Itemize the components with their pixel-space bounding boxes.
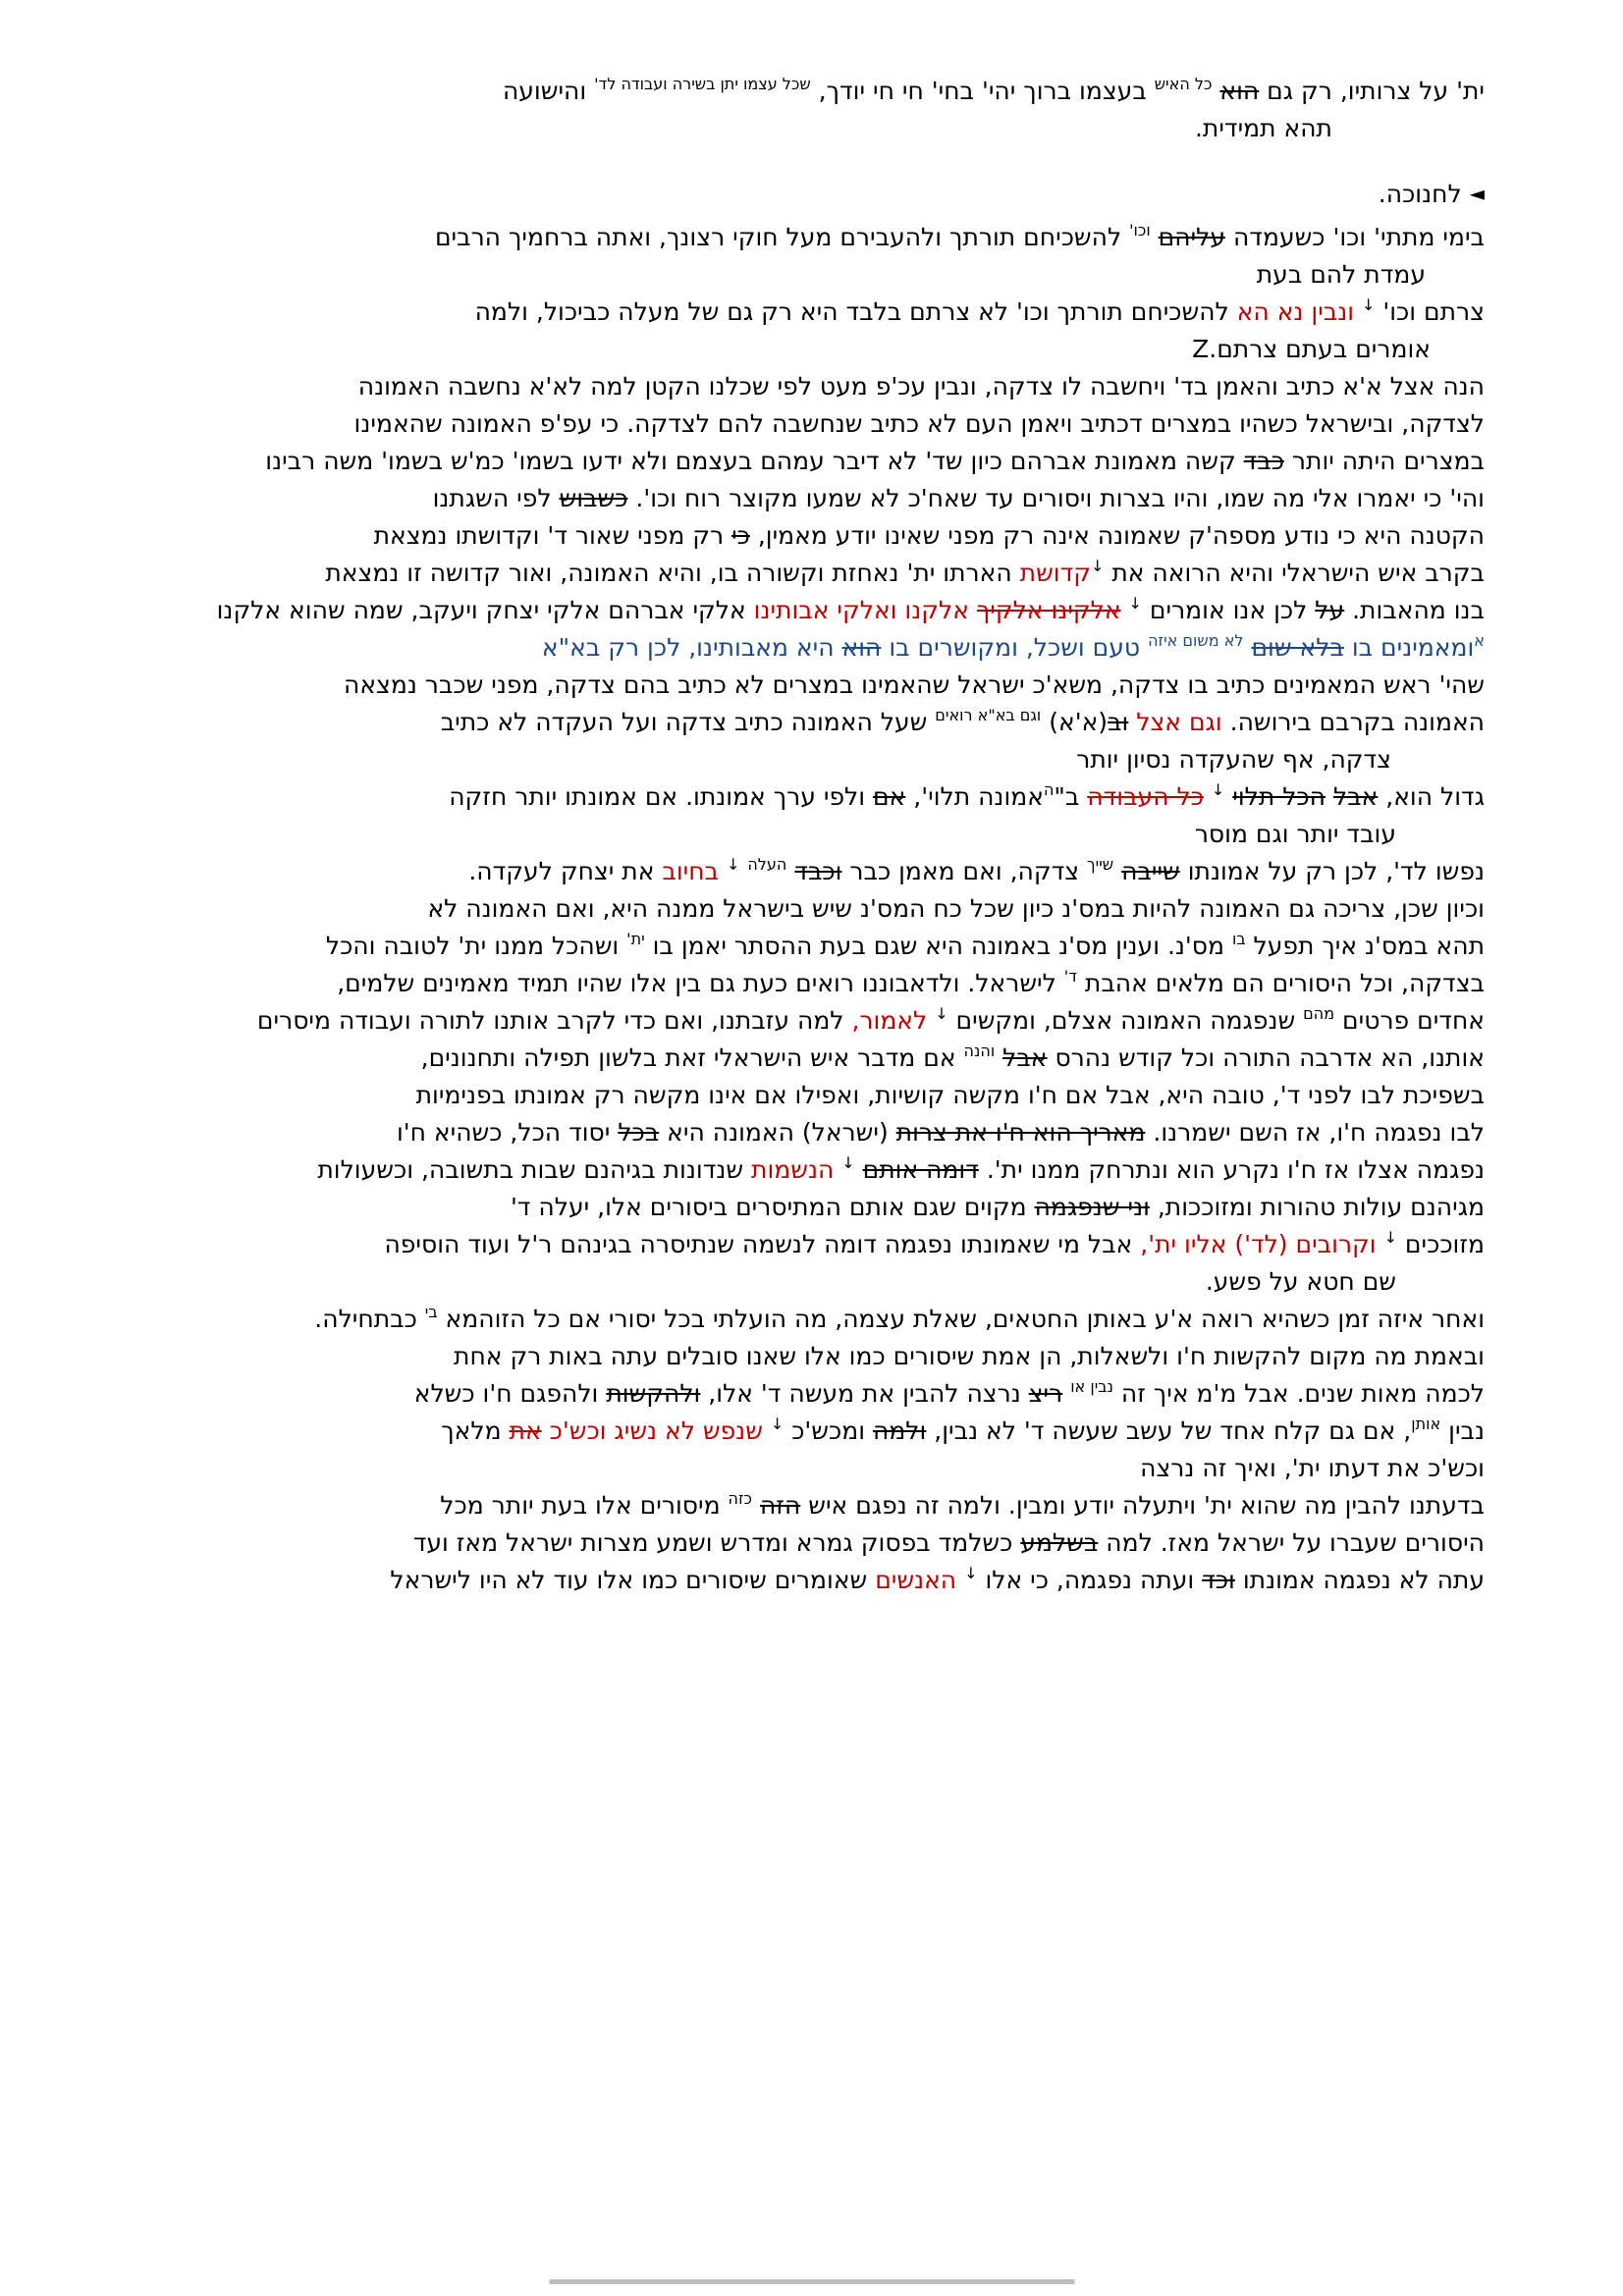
text-line-8 <box>289 368 1485 405</box>
text-segment <box>1121 596 1129 624</box>
text-segment: צדקה, ואם מאמן כבר <box>841 857 1088 885</box>
text-line-34 <box>289 1338 1485 1375</box>
text-line-24 <box>289 965 1485 1002</box>
text-segment: רק מפני שאור ד' וקדושתו נמצאת <box>373 521 732 550</box>
superscript-segment: ↓ <box>1211 780 1225 799</box>
text-line-13 <box>289 555 1485 592</box>
text-segment: גדול הוא, <box>1378 782 1485 811</box>
text-segment: בקרב איש הישראלי והיא הרואה את <box>1104 559 1485 587</box>
text-segment <box>542 1416 550 1445</box>
text-segment: צרתם וכו' <box>1375 297 1485 326</box>
text-segment: עתה לא נפגמה אמונתו <box>1234 1566 1485 1594</box>
text-segment: אמונה תלוי', <box>905 782 1044 811</box>
superscript-segment: והנה <box>963 1041 996 1060</box>
text-segment <box>1113 857 1121 885</box>
superscript-segment: וכו' <box>1129 221 1151 240</box>
text-segment: בדעתנו להבין מה שהוא ית' ויתעלה יודע ומבין. ולמה זה נפגם איש <box>800 1491 1485 1520</box>
strikethrough-segment: בכל <box>618 1118 660 1147</box>
text-segment: כבתחילה. <box>314 1305 425 1333</box>
text-segment: להשכיחם תורתך ולהעבירם מעל חוקי רצונך, ואתה ברחמיך הרבים <box>434 223 1130 251</box>
strikethrough-segment: בשלמע <box>1020 1528 1099 1557</box>
text-segment: Z <box>1192 335 1210 363</box>
strikethrough-segment: הוא <box>1219 77 1260 105</box>
text-segment: טעם ושכל, ומקושרים בו <box>881 633 1149 662</box>
text-segment: ב" <box>1054 782 1088 811</box>
superscript-segment: אותן <box>1411 1415 1441 1433</box>
text-segment <box>969 596 977 624</box>
text-segment: למה עזבתנו, ואם כדי לקרב אותנו לתורה ועבודה מיסרים <box>256 1006 852 1035</box>
strikethrough-segment: ולמה <box>872 1416 927 1445</box>
text-line-9 <box>289 405 1485 443</box>
text-segment: עובד יותר וגם מוסר <box>1194 820 1396 848</box>
text-segment: ושהכל ממנו ית' לטובה והכל <box>325 932 627 960</box>
superscript-segment: ↓ <box>935 1004 948 1023</box>
text-segment: והי' כי יאמרו אלי מה שמו, והיו בצרות ויסורים עד שאח'כ לא שמעו מקוצר רוח וכו'. <box>627 484 1485 512</box>
text-segment: לאמור, <box>851 1006 928 1035</box>
text-line-22 <box>289 890 1485 928</box>
paragraph-marker-icon: ◄ <box>1469 182 1485 205</box>
text-segment <box>1151 223 1159 251</box>
strikethrough-segment: וכבד <box>794 857 842 885</box>
text-segment <box>1377 1230 1384 1258</box>
text-segment <box>995 1043 1002 1072</box>
superscript-segment: ↓ <box>964 1564 978 1582</box>
strikethrough-segment: דומה אותם <box>862 1155 979 1184</box>
text-segment: וגם אצל <box>1136 708 1222 736</box>
text-line-5 <box>289 256 1485 294</box>
text-segment: אם מדבר איש הישראלי זאת בלשון תפילה ותחנונים, <box>420 1043 964 1072</box>
text-line-38 <box>289 1487 1485 1524</box>
text-segment: נפשו לד', לכן רק על אמונתו <box>1179 857 1485 885</box>
text-segment: צדקה, אף שהעקדה נסיון יותר <box>1076 745 1391 774</box>
text-segment: מיסורים אלו בעת יותר מכל <box>440 1491 729 1520</box>
superscript-segment: כזה <box>728 1489 752 1508</box>
strikethrough-segment: וני שנפגמה <box>1034 1193 1150 1221</box>
superscript-segment: שכל עצמו יתן בשירה ועבודה לד' <box>594 75 811 93</box>
text-line-1 <box>289 73 1485 110</box>
text-line-31 <box>289 1226 1485 1263</box>
strikethrough-segment: כי <box>731 521 750 550</box>
text-segment: הנה אצל א'א כתיב והאמן בד' ויחשבה לו צדקה, ונבין עכ'פ מעט לפי שכלנו הקטן למה לא'א נחשבה האמונה <box>357 372 1485 400</box>
text-segment: וכיון שכן, צריכה גם האמונה להיות במס'נ כיון שכל כח המס'נ שיש בישראל ממנה היא, ואם האמונה לא <box>427 894 1485 923</box>
strikethrough-segment: הזה <box>759 1491 801 1520</box>
text-line-18 <box>289 741 1485 778</box>
text-segment <box>1204 782 1212 811</box>
strikethrough-segment: ולהקשות <box>606 1379 701 1408</box>
text-line-14 <box>216 592 1485 629</box>
text-segment: הקטנה היא כי נודע מספה'ק שאמונה אינה רק מפני שאינו יודע מאמין, <box>749 521 1485 550</box>
superscript-segment: ↓ <box>1362 295 1376 314</box>
text-segment: ומכש'כ <box>784 1416 873 1445</box>
text-segment: אלקי אברהם אלקי יצחק ויעקב, שמה שהוא אלקנו <box>216 596 754 624</box>
text-segment <box>1325 782 1333 811</box>
text-segment: מס'נ. וענין מס'נ באמונה היא שגם בעת ההסתר יאמן בו <box>644 932 1232 960</box>
text-segment: אבל מי שאמונתו נפגמה דומה לנשמה שנתיסרה בגינהם ר'ל ועוד הוסיפה <box>384 1230 1141 1258</box>
superscript-segment: שייך <box>1087 855 1114 874</box>
text-segment: נרצה להבין את מעשה ד' אלו, <box>700 1379 1029 1408</box>
superscript-segment: בי <box>424 1303 438 1321</box>
strikethrough-segment: אלקינו אלקיך <box>976 596 1121 624</box>
text-segment: , אם גם קלח אחד של עשב שעשה ד' לא נבין, <box>926 1416 1412 1445</box>
text-line-12 <box>289 517 1485 555</box>
strikethrough-segment: ריצ <box>1028 1379 1063 1408</box>
superscript-segment: א <box>1474 631 1485 650</box>
text-segment: (ישראל) האמונה היא <box>659 1118 896 1147</box>
text-segment: וקרובים (לד') אליו ית', <box>1140 1230 1377 1258</box>
superscript-segment: ↓ <box>1090 557 1105 575</box>
strikethrough-segment: עליהם <box>1158 223 1226 251</box>
text-line-21 <box>289 853 1485 890</box>
text-segment <box>752 1491 760 1520</box>
text-segment <box>927 1006 935 1035</box>
text-segment: בשפיכת לבו לפני ד', טובה היא, אבל אם ח'ו מקשה קושיות, ואפילו אם אינו מקשה רק אמונתו בפנימיות <box>415 1081 1485 1109</box>
text-segment: את יצחק לעקדה. <box>468 857 663 885</box>
text-segment: וכש'כ את דעתו ית', ואיך זה נרצה <box>1140 1454 1485 1482</box>
text-line-16 <box>289 667 1485 704</box>
text-line-17 <box>289 704 1485 741</box>
text-line-28 <box>289 1114 1485 1151</box>
text-segment: ובאמת מה מקום להקשות ח'ו ולשאלות, הן אמת שיסורים כמו אלו שאנו סובלים עתה באות רק אחת <box>454 1342 1485 1370</box>
strikethrough-segment: על <box>1315 596 1345 624</box>
text-segment: מקוים שגם אותם המתיסרים ביסורים אלו, יעלה ד' <box>510 1193 1035 1221</box>
text-segment: היא מאבותינו, לכן רק בא"א <box>541 633 842 662</box>
strikethrough-segment: אם <box>873 782 906 811</box>
text-segment: שהי' ראש המאמינים כתיב בו צדקה, משא'כ ישראל שהאמינו במצרים לא כתיב בהם צדקה, מפני שכבר נמצאה <box>343 670 1485 699</box>
superscript-segment: ה <box>1043 780 1055 799</box>
text-segment: מזוככים <box>1396 1230 1485 1258</box>
text-segment <box>1354 297 1362 326</box>
text-segment: אומרים בעתם צרתם. <box>1209 335 1431 363</box>
text-segment: בחיוב <box>662 857 720 885</box>
text-segment: בנו מהאבות. <box>1344 596 1485 624</box>
text-line-3 <box>289 175 1485 213</box>
text-segment: שם חטא על פשע. <box>1205 1267 1396 1296</box>
text-segment: לבו נפגמה ח'ו, אז השם ישמרנו. <box>1145 1118 1485 1147</box>
text-segment: שנפגמה האמונה אצלם, ומקשים <box>947 1006 1304 1035</box>
text-segment: ית' על צרותיו, רק גם <box>1259 77 1485 105</box>
text-segment: במצרים היתה יותר <box>1283 447 1485 475</box>
strikethrough-segment: כל העבודה <box>1087 782 1204 811</box>
text-segment: האמונה בקרבם בירושה. <box>1221 708 1485 736</box>
text-segment: עמדת להם בעת <box>1256 260 1426 289</box>
text-line-36 <box>289 1413 1485 1450</box>
text-segment: נפגמה אצלו אז ח'ו נקרע הוא ונתרחק ממנו ית'. <box>978 1155 1485 1184</box>
text-line-33 <box>289 1301 1485 1338</box>
superscript-segment: ↓ <box>841 1153 855 1172</box>
text-segment: לפי השגתנו <box>432 484 560 512</box>
text-segment: לחנוכה. <box>1378 180 1470 208</box>
strikethrough-segment: כשבוש <box>559 484 628 512</box>
text-line-29 <box>289 1151 1485 1189</box>
text-line-15 <box>289 629 1485 667</box>
text-line-7 <box>289 331 1485 368</box>
text-line-32 <box>289 1263 1485 1301</box>
superscript-segment: מהם <box>1303 1004 1335 1023</box>
text-segment <box>956 1566 964 1594</box>
superscript-segment: ↓ <box>726 855 740 874</box>
text-segment: אלקנו ואלקי אבותינו <box>753 596 969 624</box>
document-page <box>216 73 1485 1599</box>
superscript-segment: ד' <box>1063 967 1077 986</box>
text-line-40 <box>289 1562 1485 1599</box>
text-segment: שנדונות בגיהנם שבות בתשובה, וכשעולות <box>317 1155 752 1184</box>
text-line-2 <box>289 110 1485 147</box>
text-segment: לכמה מאות שנים. אבל מ'מ איך זה <box>1112 1379 1485 1408</box>
strikethrough-segment: כבד <box>1243 447 1284 475</box>
text-segment: בימי מתתי' וכו' כשעמדה <box>1225 223 1485 251</box>
text-line-37 <box>289 1450 1485 1487</box>
superscript-segment: בו <box>1231 930 1246 948</box>
text-segment <box>1062 1379 1070 1408</box>
text-line-27 <box>289 1077 1485 1114</box>
text-segment: והישועה <box>502 77 595 105</box>
text-segment: ומאמינים בו <box>1343 633 1475 662</box>
text-line-6 <box>289 294 1485 331</box>
text-segment: להשכיחם תורתך וכו' לא צרתם בלבד היא רק גם של מעלה כביכול, ולמה <box>474 297 1237 326</box>
text-segment: תהא במס'נ איך תפעל <box>1245 932 1485 960</box>
strikethrough-segment: בלא שום <box>1251 633 1344 662</box>
text-segment: לצדקה, ובישראל כשהיו במצרים דכתיב ויאמן העם לא כתיב שנחשבה להם לצדקה. כי עפ'פ האמונה שהאמינו <box>353 409 1485 438</box>
text-line-11 <box>289 480 1485 517</box>
text-line-39 <box>289 1524 1485 1562</box>
superscript-segment: וגם בא"א רואים <box>935 706 1042 724</box>
text-segment <box>855 1155 863 1184</box>
text-line-23 <box>289 928 1485 965</box>
superscript-segment: ית' <box>626 930 645 948</box>
strikethrough-segment: הוא <box>841 633 882 662</box>
text-segment: (א'א) <box>1041 708 1109 736</box>
text-line-19 <box>289 778 1485 816</box>
strikethrough-segment: מאריך הוא ח'ו את צרות <box>895 1118 1146 1147</box>
text-segment: האנשים <box>875 1566 957 1594</box>
strikethrough-segment: הכל תלוי <box>1232 782 1325 811</box>
text-segment: יסוד הכל, כשהיא ח'ו <box>396 1118 619 1147</box>
superscript-segment: נבין או <box>1070 1377 1113 1396</box>
text-segment: ולהפגם ח'ו כשלא <box>413 1379 607 1408</box>
text-segment: מגיהנם עולות טהורות ומזוככות, <box>1149 1193 1485 1221</box>
text-segment: ונבין נא הא <box>1236 297 1355 326</box>
text-segment: שנפש לא נשיג וכש'כ <box>549 1416 763 1445</box>
text-segment: שאומרים שיסורים כמו אלו עוד לא היו לישראל <box>390 1566 876 1594</box>
strikethrough-segment: את <box>509 1416 542 1445</box>
strikethrough-segment: אבל <box>1002 1043 1048 1072</box>
text-segment: בעצמו ברוך יהי' בחי' חי חי יודך, <box>810 77 1155 105</box>
strikethrough-segment: וכד <box>1202 1566 1235 1594</box>
text-line-4 <box>289 219 1485 256</box>
text-segment: הארתו ית' נאחזת וקשורה בו, והיא האמונה, ואור קדושה זו נמצאת <box>325 559 1020 587</box>
text-line-25 <box>256 1002 1485 1040</box>
text-segment: קשה מאמונת אברהם כיון שד' לא דיבר עמהם בעצמם ולא ידעו בשמו' כמ'ש בשמו' משה רבינו <box>265 447 1244 475</box>
superscript-segment: ↓ <box>1128 594 1142 613</box>
text-segment: מלאך <box>441 1416 510 1445</box>
superscript-segment: ↓ <box>1383 1228 1397 1247</box>
text-line-20 <box>289 816 1485 853</box>
text-segment: שעל האמונה כתיב צדקה ועל העקדה לא כתיב <box>440 708 936 736</box>
superscript-segment: לא משום איזה <box>1148 631 1244 650</box>
text-segment: נבין <box>1440 1416 1485 1445</box>
superscript-segment: ↓ <box>770 1415 784 1433</box>
superscript-segment: העלה <box>747 855 787 874</box>
strikethrough-segment: שייבה <box>1121 857 1180 885</box>
text-segment: אותנו, הא אדרבה התורה וכל קודש נהרס <box>1047 1043 1485 1072</box>
text-segment <box>763 1416 771 1445</box>
strikethrough-segment: וב <box>1108 708 1129 736</box>
text-line-26 <box>289 1040 1485 1077</box>
text-line-10 <box>265 443 1485 480</box>
text-line-30 <box>289 1189 1485 1226</box>
text-segment: כשלמד בפסוק גמרא ומדרש ושמע מצרות ישראל מאז ועד <box>412 1528 1021 1557</box>
text-segment: קדושת <box>1019 559 1091 587</box>
text-segment: בצדקה, וכל היסורים הם מלאים אהבת <box>1076 969 1485 997</box>
text-segment: היסורים שעברו על ישראל מאז. למה <box>1098 1528 1485 1557</box>
text-segment <box>719 857 727 885</box>
text-line-35 <box>289 1375 1485 1413</box>
text-segment: לישראל. ולדאבוננו רואים כעת גם בין אלו שהיו תמיד מאמינים שלמים, <box>337 969 1064 997</box>
text-segment: אחדים פרטים <box>1334 1006 1485 1035</box>
text-segment: ועתה נפגמה, כי אלו <box>977 1566 1203 1594</box>
text-segment: הנשמות <box>751 1155 835 1184</box>
superscript-segment: כל האיש <box>1154 75 1213 93</box>
text-segment: ולפי ערך אמונתו. אם אמונתו יותר חזקה <box>449 782 874 811</box>
strikethrough-segment: אבל <box>1332 782 1379 811</box>
footer-rule-divider <box>549 2279 1074 2284</box>
text-segment: ואחר איזה זמן כשהיא רואה א'ע באותן החטאים, שאלת עצמה, מה הועלתי בכל יסורי אם כל הזוהמא <box>437 1305 1485 1333</box>
text-segment: תהא תמידית. <box>1194 114 1332 142</box>
text-segment: לכן אנו אומרים <box>1141 596 1316 624</box>
